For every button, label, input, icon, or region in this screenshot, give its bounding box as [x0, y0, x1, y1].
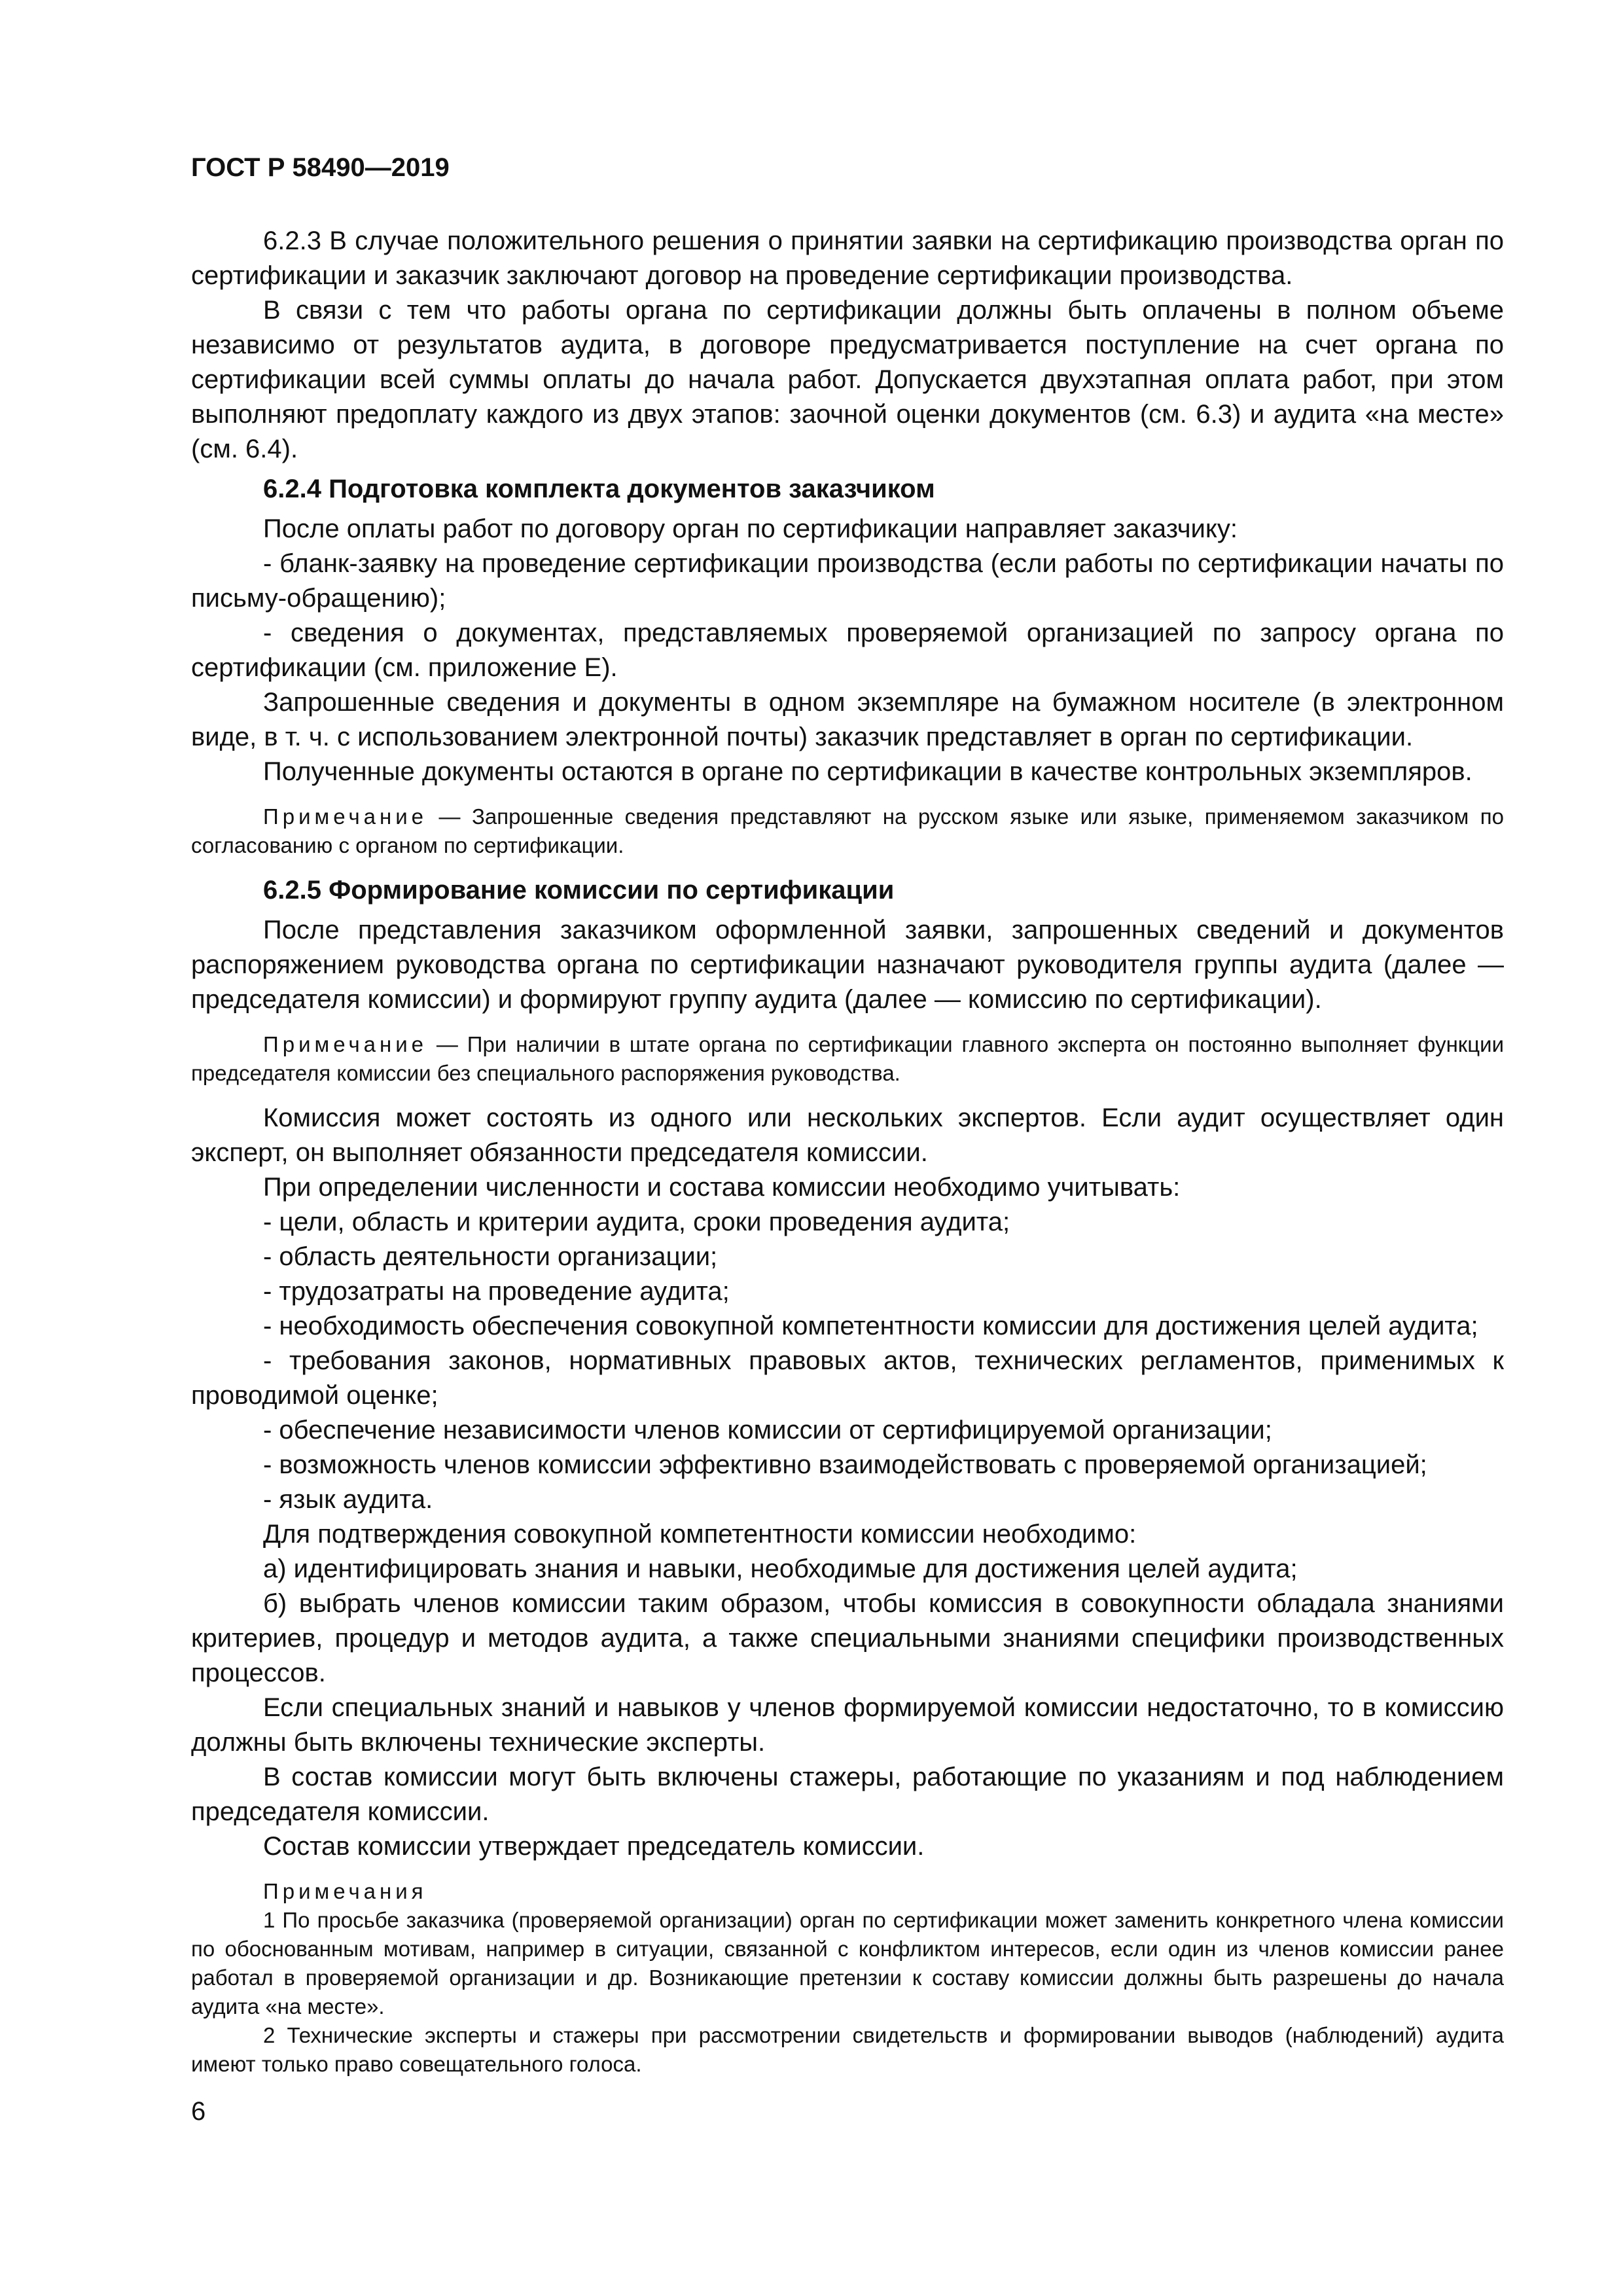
document-header: ГОСТ Р 58490—2019 — [191, 153, 450, 182]
paragraph-6-2-3: 6.2.3 В случае положительного решения о принятии заявки на сертификацию производства орган по сертификации и заказчик заключают договор на проведение сертификации производства. — [191, 226, 1504, 290]
paragraph: Полученные документы остаются в органе по сертификации в качестве контрольных экземпляров. — [263, 757, 1472, 786]
list-item: а) идентифицировать знания и навыки, необходимые для достижения целей аудита; — [263, 1554, 1298, 1583]
list-item: - необходимость обеспечения совокупной компетентности комиссии для достижения целей аудита; — [263, 1312, 1478, 1340]
paragraph: Для подтверждения совокупной компетентности комиссии необходимо: — [263, 1520, 1137, 1549]
list-item: - обеспечение независимости членов комиссии от сертифицируемой организации; — [263, 1416, 1272, 1444]
list-item: б) выбрать членов комиссии таким образом, чтобы комиссия в совокупности обладала знаниями критериев, процедур и методов аудита, а также специальными знаниями специфики производственных процессов. — [191, 1589, 1504, 1687]
paragraph: Если специальных знаний и навыков у членов формируемой комиссии недостаточно, то в комиссию должны быть включены технические эксперты. — [191, 1693, 1504, 1757]
document-page — [191, 151, 1504, 2079]
section-heading-6-2-4: 6.2.4 Подготовка комплекта документов заказчиком — [263, 475, 935, 503]
list-item: - сведения о документах, представляемых проверяемой организацией по запросу органа по сертификации (см. приложение Е). — [191, 619, 1504, 682]
note-text: — Запрошенные сведения представляют на русском языке или языке, применяемом заказчиком по согласованию с органом по сертификации. — [191, 804, 1504, 857]
paragraph: Комиссия может состоять из одного или нескольких экспертов. Если аудит осуществляет один эксперт, он выполняет обязанности председателя комиссии. — [191, 1103, 1504, 1167]
list-item: - область деятельности организации; — [263, 1242, 718, 1271]
paragraph: После представления заказчиком оформленной заявки, запрошенных сведений и документов распоряжением руководства органа по сертификации назначают руководителя группы аудита (далее — председателя комиссии) и формируют группу аудита (далее — комиссию по сертификации). — [191, 916, 1504, 1014]
list-item: - цели, область и критерии аудита, сроки проведения аудита; — [263, 1208, 1010, 1236]
note-text: — При наличии в штате органа по сертификации главного эксперта он постоянно выполняет функции председателя комиссии без специального распоряжения руководства. — [191, 1032, 1504, 1085]
note — [191, 802, 1504, 860]
note-label: Примечание — [263, 1032, 428, 1056]
paragraph: В состав комиссии могут быть включены стажеры, работающие по указаниям и под наблюдением председателя комиссии. — [191, 1763, 1504, 1826]
list-item: - язык аудита. — [263, 1485, 433, 1514]
list-item: - бланк-заявку на проведение сертификации производства (если работы по сертификации начаты по письму-обращению); — [191, 549, 1504, 613]
note — [191, 1030, 1504, 1088]
notes-title — [191, 1877, 1504, 1906]
note-item: 1 По просьбе заказчика (проверяемой организации) орган по сертификации может заменить конкретного члена комиссии по обоснованным мотивам, например в ситуации, связанной с конфликтом интересов, если один из членов комиссии ранее работал в проверяемой организации и др. Возникающие претензии к составу комиссии должны быть разрешены до начала аудита «на месте». — [191, 1908, 1504, 2018]
paragraph: При определении численности и состава комиссии необходимо учитывать: — [263, 1173, 1181, 1202]
list-item: - требования законов, нормативных правовых актов, технических регламентов, применимых к проводимой оценке; — [191, 1346, 1504, 1410]
paragraph: Запрошенные сведения и документы в одном экземпляре на бумажном носителе (в электронном виде, в т. ч. с использованием электронной почты) заказчик представляет в орган по сертификации. — [191, 688, 1504, 751]
paragraph: После оплаты работ по договору орган по сертификации направляет заказчику: — [263, 514, 1238, 543]
page-number: 6 — [191, 2097, 206, 2126]
list-item: - возможность членов комиссии эффективно взаимодействовать с проверяемой организацией; — [263, 1450, 1427, 1479]
notes-title-label: Примечания — [263, 1879, 427, 1903]
paragraph: В связи с тем что работы органа по сертификации должны быть оплачены в полном объеме независимо от результатов аудита, в договоре предусматривается поступление на счет органа по сертификации всей суммы оплаты до начала работ. Допускается двухэтапная оплата работ, при этом выполняют предоплату каждого из двух этапов: заочной оценки документов (см. 6.3) и аудита «на месте» (см. 6.4). — [191, 296, 1504, 463]
paragraph: Состав комиссии утверждает председатель комиссии. — [263, 1832, 925, 1861]
list-item: - трудозатраты на проведение аудита; — [263, 1277, 730, 1306]
section-heading-6-2-5: 6.2.5 Формирование комиссии по сертификации — [263, 876, 895, 905]
note-label: Примечание — [263, 804, 428, 829]
note-item: 2 Технические эксперты и стажеры при рассмотрении свидетельств и формировании выводов (наблюдений) аудита имеют только право совещательного голоса. — [191, 2023, 1504, 2076]
